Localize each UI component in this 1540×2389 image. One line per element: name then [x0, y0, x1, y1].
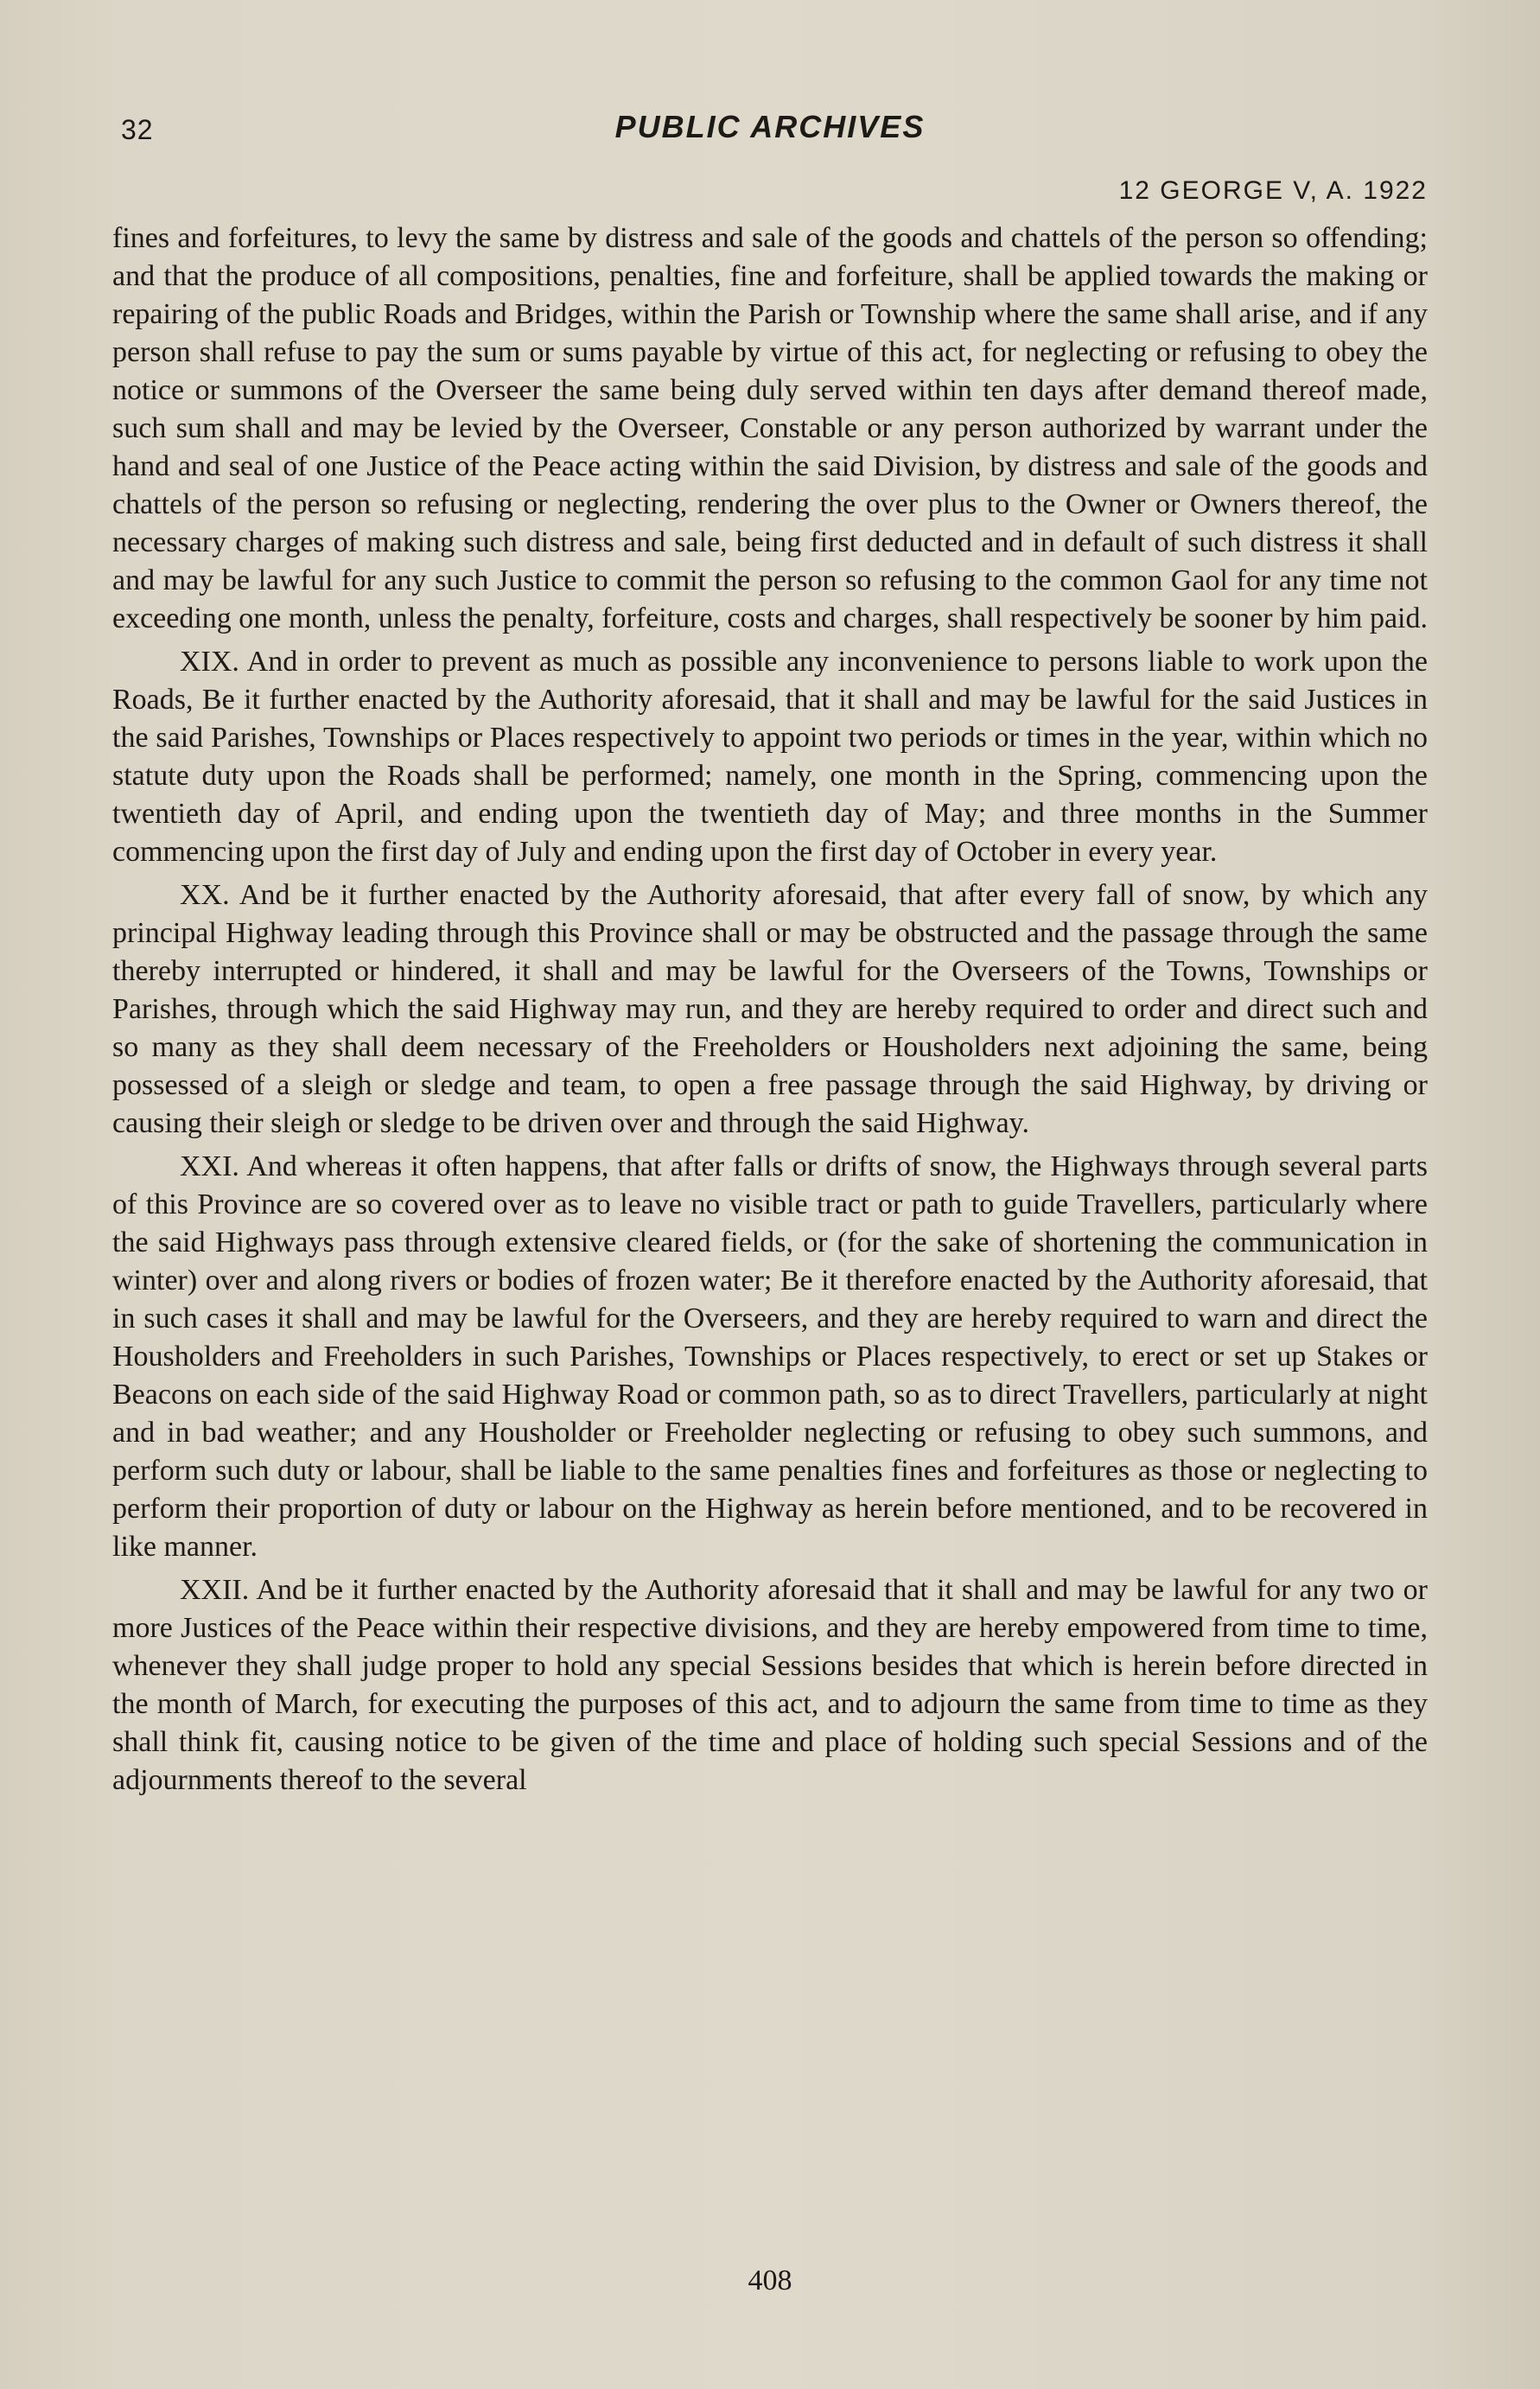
running-title: PUBLIC ARCHIVES — [614, 109, 926, 144]
section-xx: XX. And be it further enacted by the Authority aforesaid, that after every fall of snow, by which any principal Highway leading through this Province shall or may be obstructed and the passage through the same thereby interrupted or hindered, it shall and may be lawful for the Overseers of the Towns, Townships or Parishes, through which the said Highway may run, and they are hereby required to order and direct such and so many as they shall deem necessary of the Freeholders or Housholders next adjoining the same, being possessed of a sleigh or sledge and team, to open a free passage through the said Highway, by driving or causing their sleigh or sledge to be driven over and through the said Highway. — [112, 879, 1428, 1139]
body-text — [112, 220, 1428, 1800]
section-xxi: XXI. And whereas it often happens, that after falls or drifts of snow, the Highways through several parts of this Province are so covered over as to leave no visible tract or path to guide Travellers, particularly where the said Highways pass through extensive cleared fields, or (for the sake of shortening the communication in winter) over and along rivers or bodies of frozen water; Be it therefore enacted by the Authority aforesaid, that in such cases it shall and may be lawful for the Overseers, and they are hereby required to warn and direct the Housholders and Freeholders in such Parishes, Townships or Places respectively, to erect or set up Stakes or Beacons on each side of the said Highway Road or common path, so as to direct Travellers, particularly at night and in bad weather; and any Housholder or Freeholder neglecting or refusing to obey such summons, and perform such duty or labour, shall be liable to the same penalties fines and forfeitures as those or neglecting to perform their proportion of duty or labour on the Highway as herein before mentioned, and to be recovered in like manner. — [112, 1150, 1428, 1563]
section-xix: XIX. And in order to prevent as much as possible any inconvenience to persons liable to work upon the Roads, Be it further enacted by the Authority aforesaid, that it shall and may be lawful for the said Justices in the said Parishes, Townships or Places respectively to appoint two periods or times in the year, within which no statute duty upon the Roads shall be performed; namely, one month in the Spring, commencing upon the twentieth day of April, and ending upon the twentieth day of May; and three months in the Summer commencing upon the first day of July and ending upon the first day of October in every year. — [112, 646, 1428, 868]
section-xxii: XXII. And be it further enacted by the Authority aforesaid that it shall and may be lawful for any two or more Justices of the Peace within their respective divisions, and they are hereby empowered from time to time, whenever they shall judge proper to hold any special Sessions besides that which is herein before directed in the month of March, for executing the purposes of this act, and to adjourn the same from time to time as they shall think fit, causing notice to be given of the time and place of holding such special Sessions and of the adjournments thereof to the several — [112, 1574, 1428, 1796]
paragraph-continuation: fines and forfeitures, to levy the same by distress and sale of the goods and chattels of the person so offending; and that the produce of all compositions, penalties, fine and forfeiture, shall be applied towards the making or repairing of the public Roads and Bridges, within the Parish or Township where the same shall arise, and if any person shall refuse to pay the sum or sums payable by virtue of this act, for neglecting or refusing to obey the notice or summons of the Overseer the same being duly served within ten days after demand thereof made, such sum shall and may be levied by the Overseer, Constable or any person authorized by warrant under the hand and seal of one Justice of the Peace acting within the said Division, by distress and sale of the goods and chattels of the person so refusing or neglecting, rendering the over plus to the Owner or Owners thereof, the necessary charges of making such distress and sale, being first deducted and in default of such distress it shall and may be lawful for any such Justice to commit the person so refusing to the common Gaol for any time not exceeding one month, unless the penalty, forfeiture, costs and charges, shall respectively be sooner by him paid. — [112, 222, 1428, 634]
page-number: 32 — [121, 114, 154, 145]
session-reference: 12 GEORGE V, A. 1922 — [1118, 176, 1428, 205]
folio-number: 408 — [748, 2265, 792, 2297]
